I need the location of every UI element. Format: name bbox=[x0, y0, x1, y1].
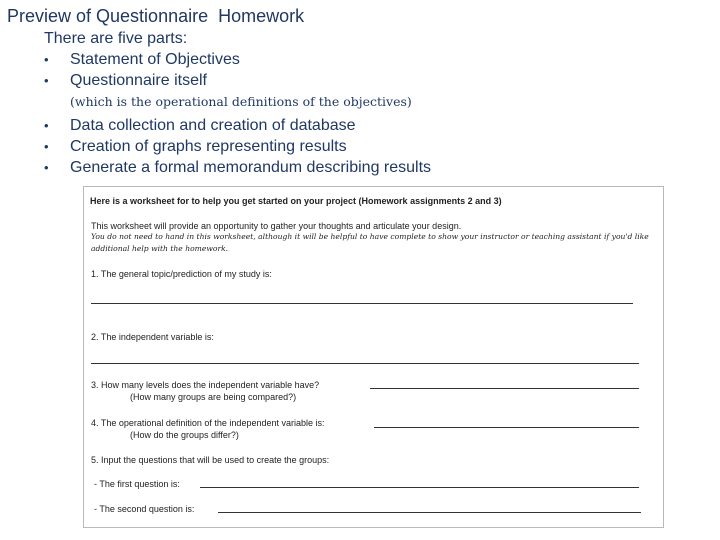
answer-line-4 bbox=[374, 427, 639, 428]
list-item-label: Data collection and creation of database bbox=[70, 117, 356, 134]
worksheet-image bbox=[83, 186, 664, 528]
parts-note: (which is the operational definitions of the objectives) bbox=[70, 94, 412, 109]
bullet-icon: • bbox=[44, 118, 49, 133]
question-5: 5. Input the questions that will be used to create the groups: bbox=[91, 455, 330, 465]
bullet-icon: • bbox=[44, 139, 49, 154]
worksheet-intro: This worksheet will provide an opportunity to gather your thoughts and articulate your design. bbox=[91, 221, 462, 231]
bullet-icon: • bbox=[44, 73, 49, 88]
question-4-sub: (How do the groups differ?) bbox=[130, 430, 239, 440]
list-item bbox=[44, 138, 347, 156]
bullet-icon: • bbox=[44, 52, 49, 67]
list-item-label: Statement of Objectives bbox=[70, 51, 240, 68]
worksheet-heading: Here is a worksheet for to help you get started on your project (Homework assignments 2 and 3) bbox=[90, 196, 502, 206]
answer-line-2 bbox=[91, 363, 639, 364]
question-3: 3. How many levels does the independent variable have? bbox=[91, 380, 320, 390]
intro-text: There are five parts: bbox=[44, 30, 188, 47]
answer-line-5a bbox=[200, 487, 639, 488]
question-2: 2. The independent variable is: bbox=[91, 332, 214, 342]
list-item-label: Creation of graphs representing results bbox=[70, 138, 347, 155]
answer-line-5b bbox=[218, 512, 641, 513]
worksheet-note-line-1: You do not need to hand in this worksheet, although it will be helpful to have complete to show your instructor or teaching assistant if you'd like bbox=[91, 232, 649, 241]
question-1: 1. The general topic/prediction of my study is: bbox=[91, 269, 272, 279]
list-item bbox=[44, 72, 207, 90]
list-item bbox=[44, 159, 431, 177]
slide-title: Preview of Questionnaire Homework bbox=[7, 6, 305, 26]
list-item bbox=[44, 51, 240, 69]
list-item bbox=[44, 117, 356, 135]
question-5-second: - The second question is: bbox=[94, 504, 195, 514]
question-3-sub: (How many groups are being compared?) bbox=[130, 392, 297, 402]
list-item-label: Questionnaire itself bbox=[70, 72, 207, 89]
answer-line-1 bbox=[91, 303, 633, 304]
answer-line-3 bbox=[370, 388, 639, 389]
list-item-label: Generate a formal memorandum describing results bbox=[70, 159, 432, 176]
bullet-icon: • bbox=[44, 160, 49, 175]
question-4: 4. The operational definition of the independent variable is: bbox=[91, 418, 325, 428]
worksheet-note-line-2: additional help with the homework. bbox=[91, 244, 229, 253]
parts-list bbox=[0, 0, 720, 190]
question-5-first: - The first question is: bbox=[94, 479, 180, 489]
